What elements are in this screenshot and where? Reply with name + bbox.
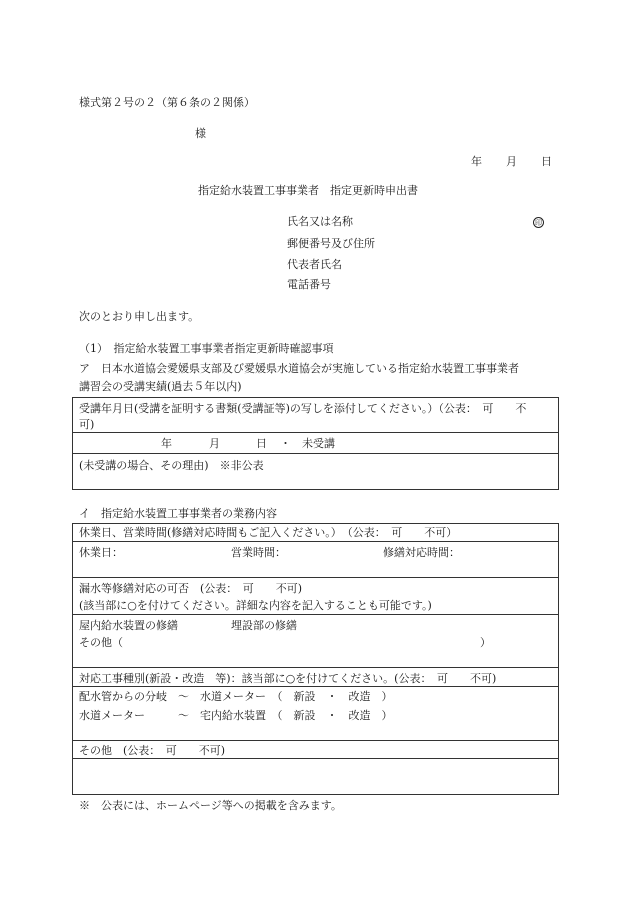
table-divider [72,686,559,687]
work-type-header: 対応工事種別(新設・改造 等)：該当部に○を付けてください。(公表： 可 不可) [79,672,497,685]
intro-text: 次のとおり申し出ます。 [79,310,200,323]
table-divider [72,614,559,615]
leak-repair-header: 漏水等修繕対応の可否 (公表： 可 不可) [79,582,303,595]
document-title: 指定給水装置工事事業者 指定更新時申出書 [198,184,418,197]
work-type-row-meter-to-home: 水道メーター ～ 宅内給水装置 （ 新設 ・ 改造 ） [79,709,393,722]
business-section-heading: イ 指定給水装置工事事業者の業務内容 [79,507,277,520]
item-a-text-line1: ア 日本水道協会愛媛県支部及び愛媛県水道協会が実施している指定給水装置工事事業者 [79,362,519,375]
addressee-suffix: 様 [195,127,206,140]
leak-repair-note: (該当部に○を付けてください。詳細な内容を記入することも可能です。) [79,599,432,612]
separator-dot: ・ [280,437,291,450]
seal-mark [533,215,544,228]
attendance-year-label: 年 [161,437,172,450]
table-divider [72,667,559,668]
repair-hours-label: 修繕対応時間： [383,546,460,559]
phone-number-label: 電話番号 [287,278,331,291]
date-year-label: 年 [471,155,482,168]
not-attended-label: 未受講 [302,437,335,450]
seal-stamp-icon: 印 [535,219,542,227]
section1-heading: （1） 指定給水装置工事事業者指定更新時確認事項 [79,342,334,355]
form-number: 様式第２号の２（第６条の２関係） [79,96,255,109]
table-divider [72,432,559,433]
not-attended-reason-label: (未受講の場合、その理由) ※非公表 [79,459,264,472]
attendance-date-note-line1: 受講年月日(受講を証明する書類(受講証等)の写しを添付してください。）（公表： 可 不 [79,402,527,415]
buried-repair-option: 埋設部の修繕 [231,619,297,632]
indoor-repair-option: 屋内給水装置の修繕 [79,619,178,632]
date-month-label: 月 [506,155,517,168]
work-type-row-main-branch: 配水管からの分岐 ～ 水道メーター （ 新設 ・ 改造 ） [79,690,393,703]
table-divider [72,453,559,454]
table-divider [72,541,559,542]
table-divider [72,758,559,759]
holiday-label: 休業日： [79,546,123,559]
other-repair-close: ） [480,636,491,649]
other-repair-open: その他（ [79,636,123,649]
attendance-month-label: 月 [209,437,220,450]
other-header: その他 (公表： 可 不可) [79,744,226,757]
representative-name-label: 代表者氏名 [287,258,342,271]
table-divider [72,577,559,578]
business-hours-header: 休業日、営業時間(修繕対応時間もご記入ください。） （公表： 可 不可） [79,526,458,539]
item-a-text-line2: 講習会の受講実績(過去５年以内) [79,380,242,393]
applicant-address-label: 郵便番号及び住所 [287,237,375,250]
attendance-day-label: 日 [256,437,267,450]
date-day-label: 日 [541,155,552,168]
table-divider [72,740,559,741]
business-hours-label: 営業時間： [231,546,286,559]
footnote: ※ 公表には、ホームページ等への掲載を含みます。 [79,799,342,812]
applicant-name-label: 氏名又は名称 [287,215,353,228]
attendance-date-note-line2: 可) [79,418,95,431]
